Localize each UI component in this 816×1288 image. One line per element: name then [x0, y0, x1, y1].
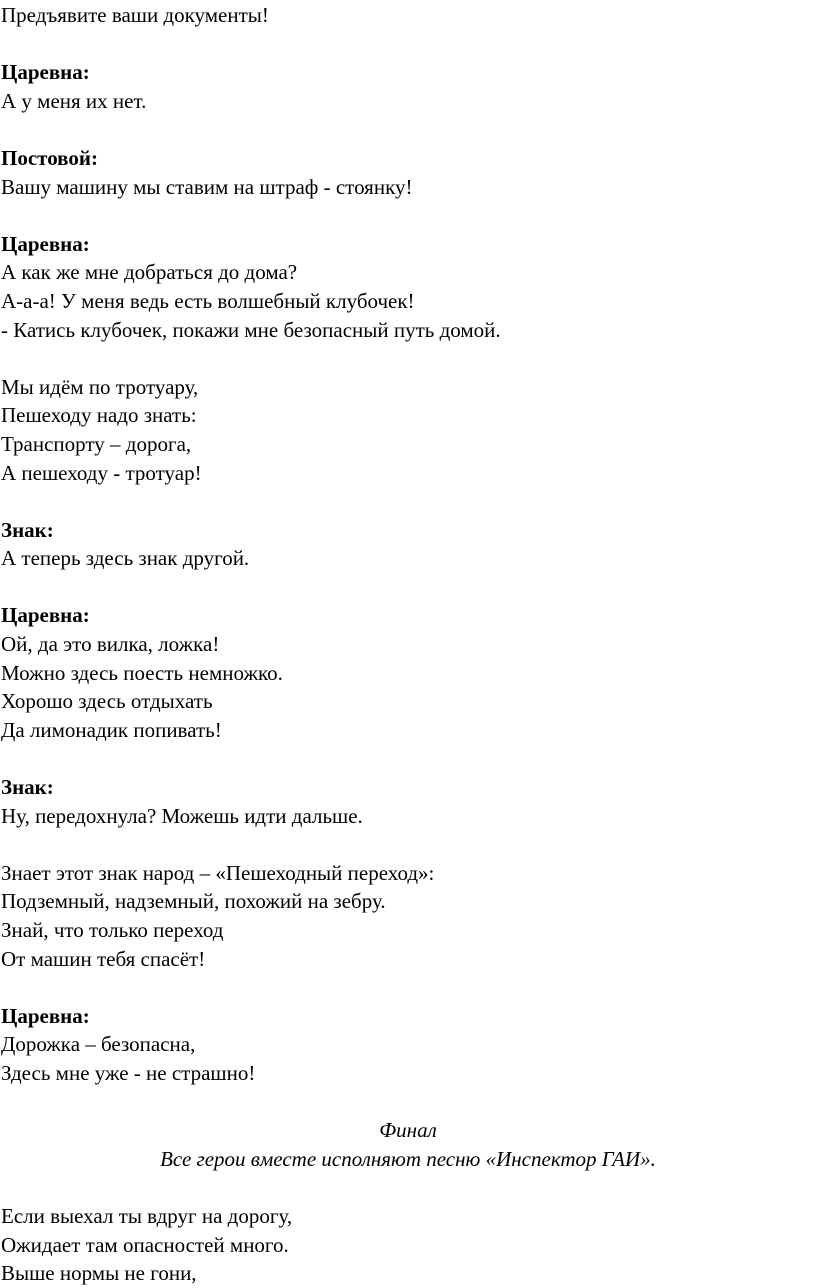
verse-line: Знай, что только переход — [1, 918, 224, 942]
verse-line: Пешеходу надо знать: — [1, 403, 197, 428]
blank-line — [1, 744, 816, 773]
verse-line: Ой, да это вилка, ложка! — [1, 632, 220, 657]
verse-line: Дорожка – безопасна, — [1, 1032, 196, 1057]
blank-line — [1, 1173, 816, 1202]
text-line: А теперь здесь знак другой. — [1, 546, 250, 571]
verse-line: Подземный, надземный, похожий на зебру. — [1, 889, 386, 914]
text-line: - Катись клубочек, покажи мне безопасный путь домой. — [1, 317, 501, 342]
blank-line — [1, 830, 816, 859]
blank-line — [1, 487, 816, 516]
verse-line: Транспорту – дорога, — [1, 431, 192, 456]
blank-line — [1, 344, 816, 373]
speaker-label: Постовой: — [1, 145, 98, 170]
blank-line — [1, 30, 816, 59]
verse-line: Можно здесь поесть немножко. — [1, 660, 283, 685]
blank-line — [1, 973, 816, 1002]
verse-line: Если выехал ты вдруг на дорогу, — [1, 1203, 293, 1228]
verse-line: Здесь мне уже - не страшно! — [1, 1060, 256, 1085]
document-page — [0, 1, 816, 1286]
speaker-label: Знак: — [1, 517, 54, 542]
verse-line: Знает этот знак народ – «Пешеходный переход»: — [1, 860, 435, 885]
verse-line: Мы идём по тротуару, — [1, 374, 199, 399]
speaker-label: Царевна: — [1, 603, 90, 628]
verse-line: Хорошо здесь отдыхать — [1, 689, 213, 714]
verse-line: От машин тебя спасёт! — [1, 946, 206, 971]
stage-direction: Все герои вместе исполняют песню «Инспектор ГАИ». — [160, 1146, 656, 1171]
section-heading: Финал — [379, 1118, 437, 1143]
blank-line — [1, 573, 816, 602]
speaker-label: Царевна: — [1, 60, 90, 85]
blank-line — [1, 1088, 816, 1117]
verse-line: А пешеходу - тротуар! — [1, 460, 202, 485]
speaker-label: Знак: — [1, 775, 54, 800]
blank-line — [1, 201, 816, 230]
speaker-label: Царевна: — [1, 1003, 90, 1028]
verse-line: Выше нормы не гони, — [1, 1261, 197, 1286]
verse-line: Да лимонадик попивать! — [1, 717, 222, 742]
text-line: Вашу машину мы ставим на штраф - стоянку! — [1, 174, 413, 199]
text-line: А как же мне добраться до дома? — [1, 260, 298, 285]
verse-line: Ожидает там опасностей много. — [1, 1232, 289, 1257]
blank-line — [1, 115, 816, 144]
text-line: А-а-а! У меня ведь есть волшебный клубочек! — [1, 288, 415, 313]
text-line: А у меня их нет. — [1, 88, 147, 113]
text-line: Ну, передохнула? Можешь идти дальше. — [1, 803, 363, 828]
text-line: Предъявите ваши документы! — [1, 3, 269, 27]
speaker-label: Царевна: — [1, 231, 90, 256]
